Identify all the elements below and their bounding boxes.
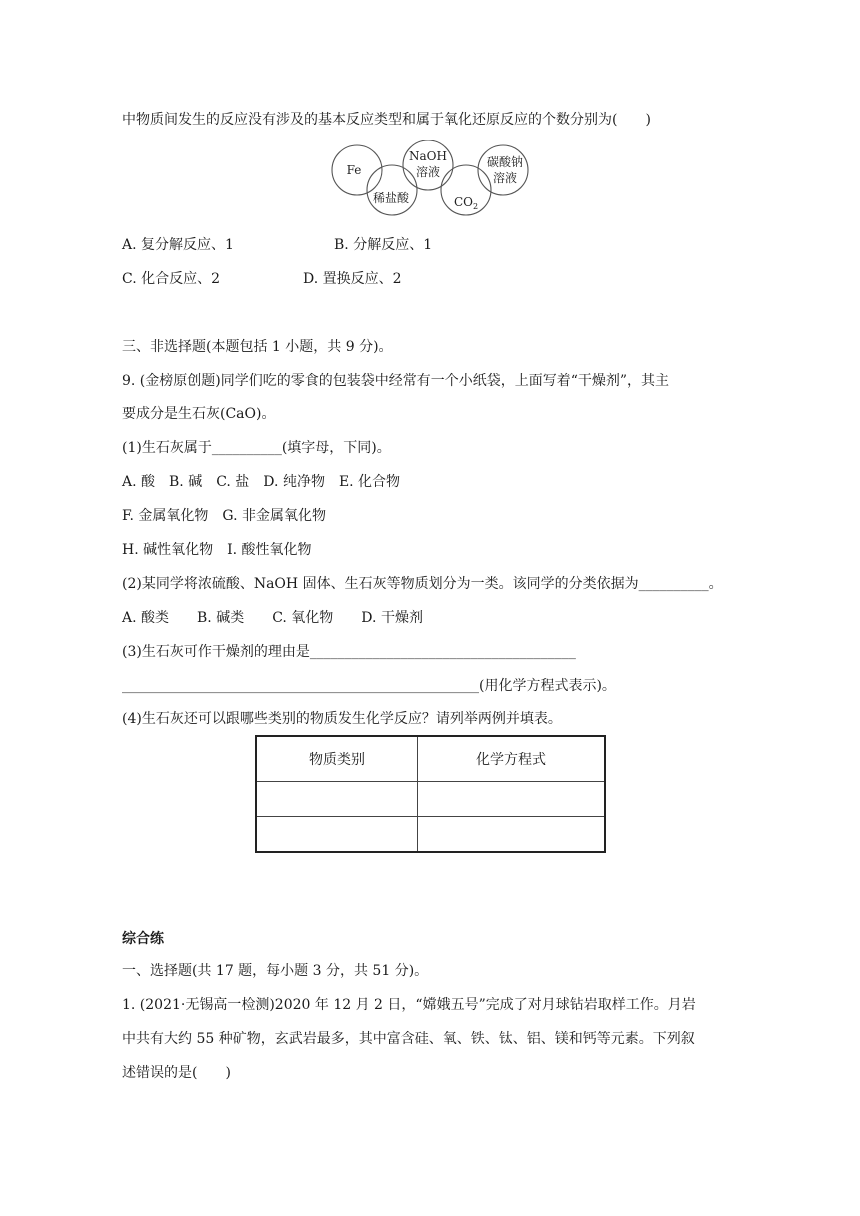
label-naoh-1: NaOH [409, 149, 447, 163]
q9-stem-line1: 9. (金榜原创题)同学们吃的零食的包装袋中经常有一个小纸袋，上面写着“干燥剂”，其主 [122, 373, 670, 389]
comp-q1-line3: 述错误的是( ) [122, 1065, 231, 1081]
table-row [256, 782, 605, 817]
table-cell[interactable] [256, 782, 418, 817]
table-cell[interactable] [418, 782, 606, 817]
q8-option-d: D. 置换反应、2 [303, 271, 402, 287]
comp-q1-line2: 中共有大约 55 种矿物，玄武岩最多，其中富含硅、氧、铁、钛、铝、镁和钙等元素。下列叙 [122, 1031, 695, 1047]
label-hcl: 稀盐酸 [372, 191, 410, 205]
label-naoh-2: 溶液 [415, 165, 441, 179]
q8-option-b: B. 分解反应、1 [334, 237, 433, 253]
table-cell[interactable] [256, 817, 418, 853]
q9-part1-options-3: H. 碱性氧化物 I. 酸性氧化物 [122, 542, 312, 558]
section3-title: 三、非选择题(本题包括 1 小题，共 9 分)。 [122, 339, 393, 355]
reaction-circles-diagram [330, 140, 530, 216]
q9-part1-options-2: F. 金属氧化物 G. 非金属氧化物 [122, 508, 327, 524]
label-co2-subscript: 2 [472, 202, 479, 211]
table-row [256, 817, 605, 853]
table-cell[interactable] [418, 817, 606, 853]
q9-part1: (1)生石灰属于__________(填字母，下同)。 [122, 440, 391, 456]
circle-hcl [367, 165, 417, 215]
q9-stem-line2: 要成分是生石灰(CaO)。 [122, 406, 276, 422]
q8-option-a: A. 复分解反应、1 [122, 237, 234, 253]
q9-part2: (2)某同学将浓硫酸、NaOH 固体、生石灰等物质划分为一类。该同学的分类依据为__________。 [122, 576, 723, 592]
q9-part4: (4)生石灰还可以跟哪些类别的物质发生化学反应？请列举两例并填表。 [122, 711, 562, 727]
comp-q1-line1: 1. (2021·无锡高一检测)2020 年 12 月 2 日，“嫦娥五号”完成了对月球钻岩取样工作。月岩 [122, 997, 696, 1013]
answer-table [255, 735, 606, 853]
circle-na2co3 [478, 145, 528, 195]
q9-part3-line2: ___________________________________________________(用化学方程式表示)。 [122, 678, 616, 694]
q9-part2-options: A. 酸类 B. 碱类 C. 氧化物 D. 干燥剂 [122, 610, 423, 626]
q8-stem-continued: 中物质间发生的反应没有涉及的基本反应类型和属于氧化还原反应的个数分别为( ) [122, 112, 651, 128]
q9-part3-line1: (3)生石灰可作干燥剂的理由是______________________________________ [122, 644, 576, 660]
table-header-row [256, 736, 605, 782]
label-na2co3-1: 碳酸钠 [486, 155, 524, 169]
q9-part1-options-1: A. 酸 B. 碱 C. 盐 D. 纯净物 E. 化合物 [122, 474, 401, 490]
label-na2co3-2: 溶液 [492, 171, 518, 185]
table-header-category: 物质类别 [256, 736, 418, 782]
label-co2: $CO_2$ [453, 195, 479, 211]
comprehensive-section1: 一、选择题(共 17 题，每小题 3 分，共 51 分)。 [122, 963, 429, 979]
table-header-equation: 化学方程式 [418, 736, 606, 782]
comprehensive-heading: 综合练 [122, 931, 164, 947]
q8-option-c: C. 化合反应、2 [122, 271, 221, 287]
label-fe: Fe [346, 163, 362, 177]
